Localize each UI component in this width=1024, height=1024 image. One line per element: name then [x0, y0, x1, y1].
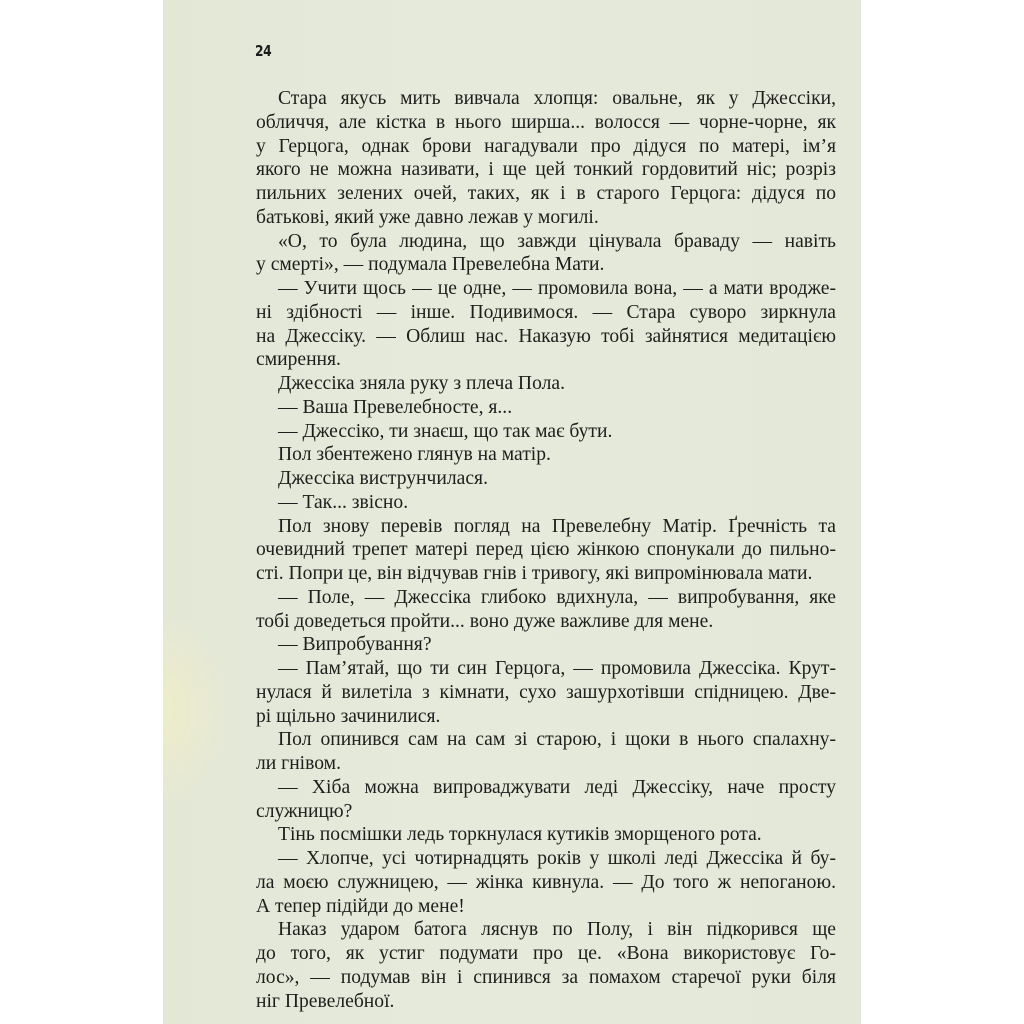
text-line: рі щільно зачинилися.	[256, 705, 441, 727]
text-line: на Джессіку. — Облиш нас. Наказую тобі зайнятися медитацією	[256, 325, 836, 347]
text-line: у Герцога, однак брови нагадували про дідуся по матері, ім’я	[256, 135, 836, 157]
text-line: — Пам’ятай, що ти син Герцога, — промовила Джессіка. Крут-	[278, 658, 836, 679]
page-number: 24	[255, 42, 272, 60]
text-line: Пол знову перевів погляд на Превелебну Матір. Ґречність та	[278, 515, 836, 537]
text-line: — Ваша Превелебносте, я...	[278, 396, 513, 418]
text-line: — Учити щось — це одне, — промовила вона, — а мати вродже-	[278, 278, 836, 299]
text-line: — Джессіко, ти знаєш, що так має бути.	[278, 420, 613, 442]
text-line: батькові, який уже давно лежав у могилі.	[256, 206, 599, 228]
page-light-reflection	[163, 620, 223, 800]
text-line: — Так... звісно.	[278, 491, 409, 513]
text-line: ли гнівом.	[256, 753, 341, 774]
text-line: обличчя, але кістка в нього ширша... волосся — чорне-чорне, як	[256, 111, 836, 133]
text-line: Пол збентежено глянув на матір.	[278, 444, 551, 466]
text-line: служницю?	[256, 800, 353, 822]
text-line: до того, як устиг подумати про це. «Вона використовує Го-	[256, 943, 836, 964]
text-line: Тінь посмішки ледь торкнулася кутиків зморщеного рота.	[278, 824, 762, 846]
book-page	[163, 0, 861, 1024]
text-line: сті. Попри це, він відчував гнів і тривогу, які випромінювала мати.	[256, 563, 813, 584]
text-line: нулася й вилетіла з кімнати, сухо зашурхотівши спідницею. Две-	[256, 681, 836, 703]
text-line: А тепер підійди до мене!	[256, 895, 465, 917]
text-line: — Поле, — Джессіка глибоко вдихнула, — випробування, яке	[278, 586, 836, 608]
text-line: Джессіка зняла руку з плеча Пола.	[278, 373, 565, 394]
text-line: Стара якусь мить вивчала хлопця: овальне, як у Джессіки,	[278, 88, 836, 109]
text-line: ла моєю служницею, — жінка кивнула. — До того ж непоганою.	[256, 871, 836, 893]
body-text	[256, 87, 836, 1013]
text-line: очевидний трепет матері перед цією жінкою спонукали до пильно-	[256, 539, 836, 561]
text-line: у смерті», — подумала Превелебна Мати.	[256, 254, 605, 276]
text-line: ніг Превелебної.	[256, 990, 395, 1012]
text-line: Пол опинився сам на сам зі старою, і щоки в нього спалахну-	[278, 729, 836, 751]
text-line: Джессіка виструнчилася.	[278, 468, 488, 489]
text-line: «О, то була людина, що завжди цінувала браваду — навіть	[278, 230, 836, 252]
text-line: лос», — подумав він і спинився за помахом старечої руки біля	[256, 966, 836, 988]
text-line: — Випробування?	[278, 634, 432, 656]
text-line: — Хіба можна випроваджувати леді Джессіку, наче просту	[278, 776, 836, 798]
text-line: якого не можна називати, і ще цей тонкий гордовитий ніс; розріз	[256, 159, 836, 181]
text-line: ні здібності — інше. Подивимося. — Стара суворо зиркнула	[256, 301, 836, 323]
text-line: смирення.	[256, 349, 341, 371]
text-line: Наказ ударом батога ляснув по Полу, і він підкорився ще	[278, 919, 836, 941]
text-line: пильних зелених очей, таких, як і в старого Герцога: дідуся по	[256, 183, 836, 204]
text-line: — Хлопче, усі чотирнадцять років у школі леді Джессіка й бу-	[278, 848, 836, 869]
text-line: тобі доведеться пройти... воно дуже важливе для мене.	[256, 610, 714, 632]
